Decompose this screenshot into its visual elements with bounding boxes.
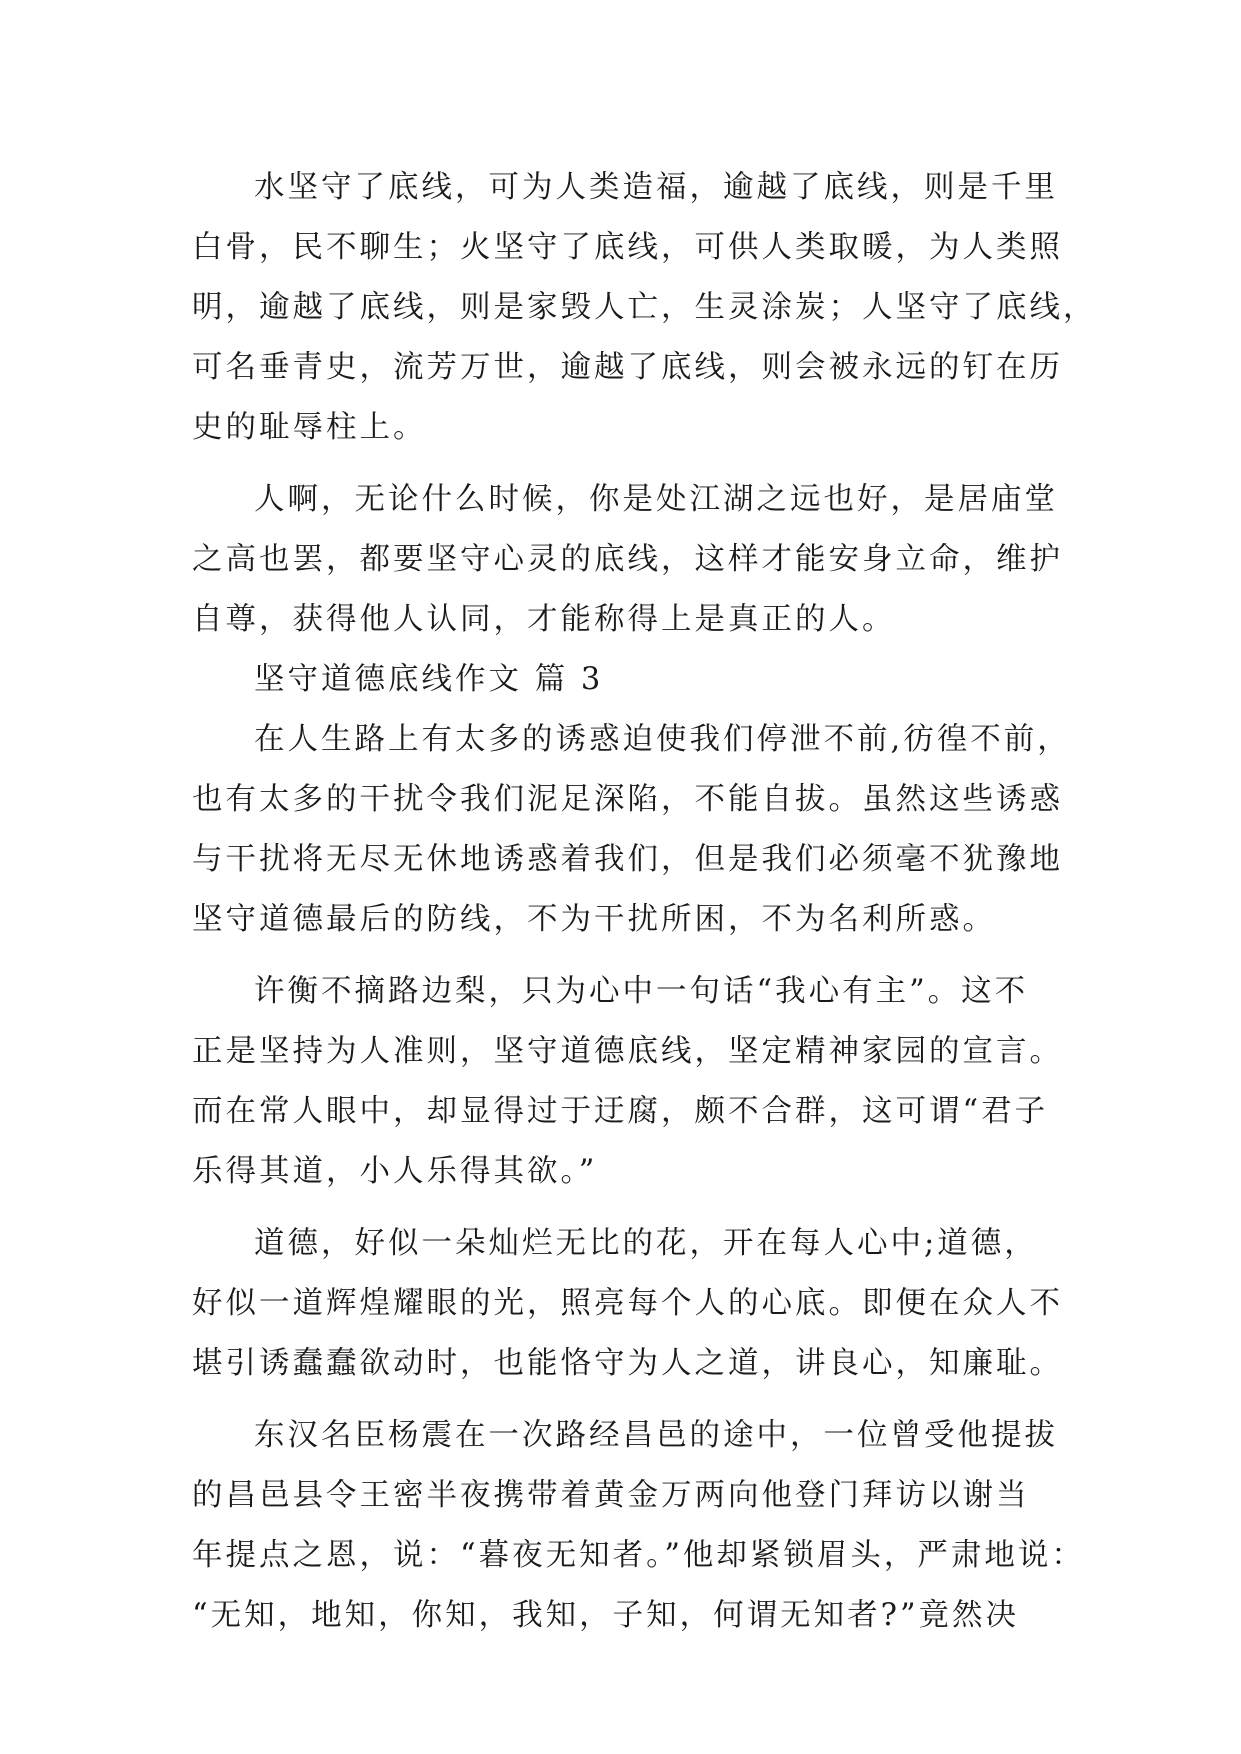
paragraph-line: 人啊，无论什么时候，你是处江湖之远也好，是居庙堂 xyxy=(254,482,1058,517)
paragraph-line: 乐得其道，小人乐得其欲。” xyxy=(192,1154,598,1189)
paragraph-line: 也有太多的干扰令我们泥足深陷，不能自拔。虽然这些诱惑 xyxy=(192,782,1063,817)
paragraph-line: 可名垂青史，流芳万世，逾越了底线，则会被永远的钉在历 xyxy=(192,350,1063,385)
paragraph-line: 与干扰将无尽无休地诱惑着我们，但是我们必须毫不犹豫地 xyxy=(192,842,1063,877)
paragraph-line: 坚守道德最后的防线，不为干扰所困，不为名利所惑。 xyxy=(192,902,996,937)
paragraph-line: 道德，好似一朵灿烂无比的花，开在每人心中;道德， xyxy=(254,1226,1038,1261)
paragraph-line: 白骨，民不聊生；火坚守了底线，可供人类取暖，为人类照 xyxy=(192,230,1063,265)
paragraph-line: 之高也罢，都要坚守心灵的底线，这样才能安身立命，维护 xyxy=(192,542,1063,577)
paragraph-line: 水坚守了底线，可为人类造福，逾越了底线，则是千里 xyxy=(254,170,1058,205)
paragraph-line: 东汉名臣杨震在一次路经昌邑的途中，一位曾受他提拔 xyxy=(254,1418,1058,1453)
paragraph-line: 堪引诱蠢蠢欲动时，也能恪守为人之道，讲良心，知廉耻。 xyxy=(192,1346,1063,1381)
paragraph-line: 自尊，获得他人认同，才能称得上是真正的人。 xyxy=(192,602,896,637)
paragraph-line: 年提点之恩，说：“暮夜无知者。”他却紧锁眉头，严肃地说： xyxy=(192,1538,1085,1573)
paragraph-line: 在人生路上有太多的诱惑迫使我们停泄不前,彷徨不前， xyxy=(254,722,1071,757)
article-body xyxy=(192,158,1097,1646)
paragraph-line: 许衡不摘路边梨，只为心中一句话“我心有主”。这不 xyxy=(254,974,1029,1009)
paragraph-line: 而在常人眼中，却显得过于迂腐，颇不合群，这可谓“君子 xyxy=(192,1094,1049,1129)
section-heading: 坚守道德底线作文 篇 3 xyxy=(254,662,604,697)
paragraph-line: 的昌邑县令王密半夜携带着黄金万两向他登门拜访以谢当 xyxy=(192,1478,1030,1513)
paragraph-line: 好似一道辉煌耀眼的光，照亮每个人的心底。即便在众人不 xyxy=(192,1286,1063,1321)
paragraph-line: 正是坚持为人准则，坚守道德底线，坚定精神家园的宣言。 xyxy=(192,1034,1063,1069)
paragraph-line: “无知，地知，你知，我知，子知，何谓无知者?”竟然决 xyxy=(192,1598,1020,1633)
paragraph-line: 史的耻辱柱上。 xyxy=(192,410,427,445)
paragraph-line: 明，逾越了底线，则是家毁人亡，生灵涂炭；人坚守了底线， xyxy=(192,290,1097,325)
